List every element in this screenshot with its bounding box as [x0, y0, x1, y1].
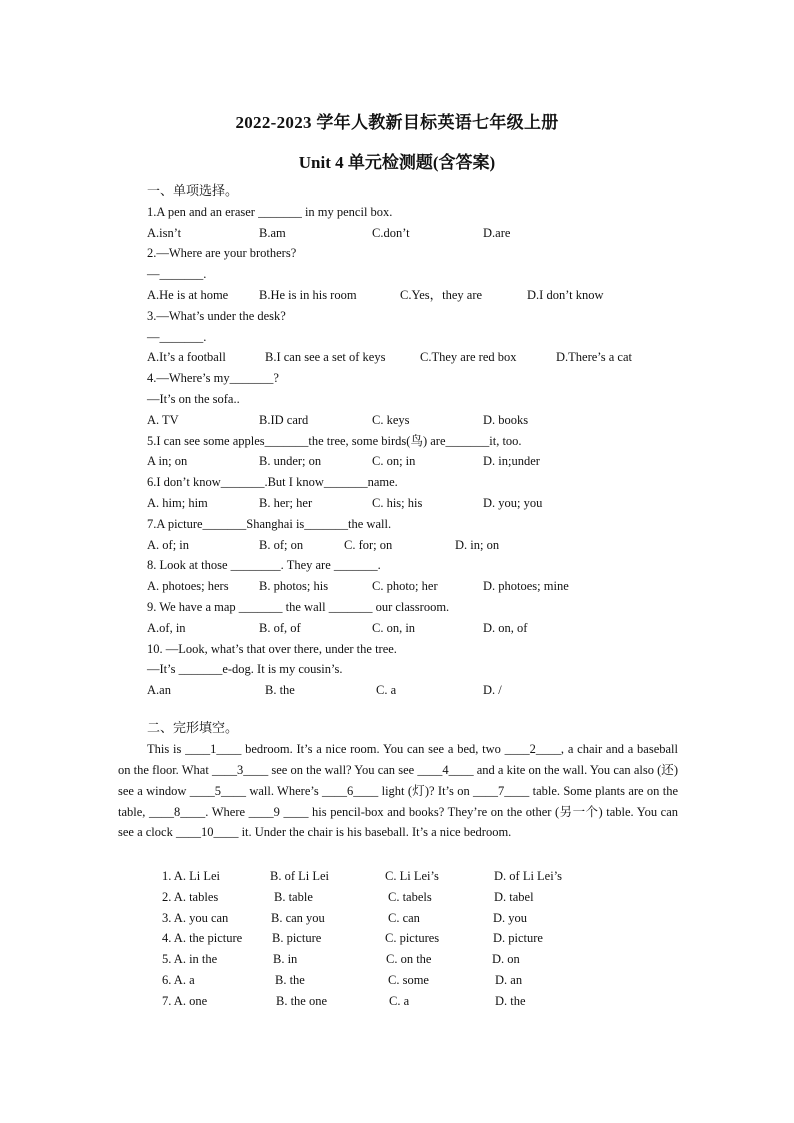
option-b: B. of, of — [259, 620, 301, 635]
option-a: A in; on — [147, 454, 188, 469]
option-a: 5. A. in the — [162, 952, 218, 967]
option-c: C.They are red box — [420, 350, 517, 365]
question-options — [147, 223, 707, 244]
section-heading: 一、单项选择。 — [147, 183, 239, 198]
option-d: D. books — [483, 412, 529, 427]
question-options — [147, 576, 707, 597]
option-c: C. can — [388, 910, 420, 925]
cloze-option-row — [162, 970, 662, 991]
option-c: C.don’t — [372, 225, 410, 240]
option-d: D. you — [493, 910, 528, 925]
question-stem: 4.—Where’s my_______? — [147, 371, 279, 386]
question-options — [147, 618, 707, 639]
option-a: 3. A. you can — [162, 910, 229, 925]
section-cloze — [118, 718, 678, 843]
option-a: A.of, in — [147, 620, 186, 635]
option-c: C. on; in — [372, 454, 416, 469]
question-stem: 5.I can see some apples_______the tree, some birds(鸟) are_______it, too. — [147, 433, 522, 448]
question-stem: 10. —Look, what’s that over there, under the tree. — [147, 641, 397, 656]
option-b: B. table — [274, 889, 313, 904]
option-d: D. photoes; mine — [483, 579, 569, 594]
cloze-option-row — [162, 949, 662, 970]
question-options — [147, 493, 707, 514]
option-c: C. on, in — [372, 620, 416, 635]
option-b: B. photos; his — [259, 579, 329, 594]
cloze-passage: This is ____1____ bedroom. It’s a nice room. You can see a bed, two ____2____, a chair and a baseball on the floor. What ____3____ see on the wall? You can see ____4____ and a kite on the wall. You can also (还) see a window ____5____ wall. Where’s ____6____ light (灯)? It’s on ____7____ table. Some plants are on the table, ____8____. Where ____9 ____ his pencil-box and books? They’re on the other (另一个) table. You can see a clock ____10____ it. Under the chair is his baseball. It’s a nice bedroom. — [118, 741, 678, 840]
option-d: D. in;under — [483, 454, 540, 469]
option-a: A. TV — [147, 412, 179, 427]
question-options — [147, 285, 707, 306]
option-c: C. Li Lei’s — [385, 869, 439, 883]
page-subtitle: Unit 4 单元检测题(含答案) — [298, 153, 496, 172]
option-b: B.I can see a set of keys — [265, 350, 386, 365]
option-b: B.ID card — [259, 412, 309, 427]
option-d: D. an — [495, 972, 523, 987]
option-c: C. his; his — [372, 495, 423, 510]
question-options — [147, 535, 707, 556]
option-a: 2. A. tables — [162, 889, 219, 904]
question-answer-line: —It’s on the sofa.. — [147, 391, 240, 406]
option-b: B. under; on — [259, 454, 322, 469]
option-c: C. a — [389, 993, 410, 1008]
option-d: D. you; you — [483, 495, 543, 510]
option-d: D. tabel — [494, 889, 534, 904]
cloze-option-row — [162, 887, 662, 908]
option-a: A.He is at home — [147, 287, 229, 302]
option-b: B. the — [275, 972, 305, 987]
option-d: D. the — [495, 993, 526, 1008]
option-d: D.There’s a cat — [556, 350, 633, 365]
option-d: D. on — [492, 952, 520, 967]
question-options — [147, 680, 707, 701]
option-d: D. in; on — [455, 537, 500, 552]
option-b: B. the one — [276, 993, 328, 1008]
question-answer-line: —It’s _______e-dog. It is my cousin’s. — [147, 662, 343, 677]
option-d: D. of Li Lei’s — [494, 869, 563, 883]
option-b: B.am — [259, 225, 286, 240]
option-c: C. keys — [372, 412, 410, 427]
option-b: B. in — [273, 952, 298, 967]
option-c: C. tabels — [388, 889, 432, 904]
option-a: 4. A. the picture — [162, 931, 243, 946]
option-c: C. a — [376, 683, 397, 698]
question-options — [147, 451, 707, 472]
option-b: B. can you — [271, 910, 325, 925]
question-stem: 3.—What’s under the desk? — [147, 308, 286, 323]
option-c: C. some — [388, 972, 429, 987]
question-options — [147, 347, 707, 368]
option-d: D. / — [483, 683, 502, 698]
cloze-options — [162, 866, 662, 1012]
question-stem: 1.A pen and an eraser _______ in my pencil box. — [147, 204, 393, 219]
option-a: A. photoes; hers — [147, 579, 229, 594]
question-stem: 7.A picture_______Shanghai is_______the wall. — [147, 516, 392, 531]
question-stem: 6.I don’t know_______.But I know_______name. — [147, 475, 398, 490]
option-b: B. picture — [272, 931, 322, 946]
option-a: 1. A. Li Lei — [162, 869, 220, 883]
option-b: B.He is in his room — [259, 287, 357, 302]
question-stem: 8. Look at those ________. They are _______. — [147, 558, 381, 573]
option-d: D. on, of — [483, 620, 528, 635]
option-c: C. pictures — [385, 931, 440, 946]
option-b: B. of Li Lei — [270, 869, 330, 883]
option-a: 6. A. a — [162, 972, 195, 987]
cloze-option-row — [162, 928, 662, 949]
option-a: A.It’s a football — [147, 350, 226, 365]
option-a: A.an — [147, 683, 171, 698]
section-heading: 二、完形填空。 — [147, 720, 239, 735]
option-d: D.are — [483, 225, 511, 240]
cloze-option-row — [162, 991, 662, 1012]
question-stem: 9. We have a map _______ the wall _______ our classroom. — [147, 599, 450, 614]
section-multiple-choice — [147, 181, 707, 701]
question-answer-line: —_______. — [147, 267, 207, 282]
page-title: 2022-2023 学年人教新目标英语七年级上册 — [235, 113, 559, 132]
option-c: C. for; on — [344, 537, 393, 552]
option-c: C.Yes，they are — [400, 287, 483, 302]
option-c: C. on the — [386, 952, 432, 967]
question-answer-line: —_______. — [147, 329, 207, 344]
option-b: B. of; on — [259, 537, 304, 552]
option-a: 7. A. one — [162, 993, 208, 1008]
option-d: D.I don’t know — [527, 287, 604, 302]
option-d: D. picture — [493, 931, 543, 946]
cloze-option-row — [162, 866, 662, 887]
option-b: B. her; her — [259, 495, 313, 510]
option-a: A. of; in — [147, 537, 190, 552]
question-options — [147, 410, 707, 431]
option-a: A. him; him — [147, 495, 208, 510]
option-c: C. photo; her — [372, 579, 438, 594]
option-b: B. the — [265, 683, 295, 698]
option-a: A.isn’t — [147, 225, 182, 240]
question-stem: 2.—Where are your brothers? — [147, 246, 297, 261]
cloze-option-row — [162, 908, 662, 929]
